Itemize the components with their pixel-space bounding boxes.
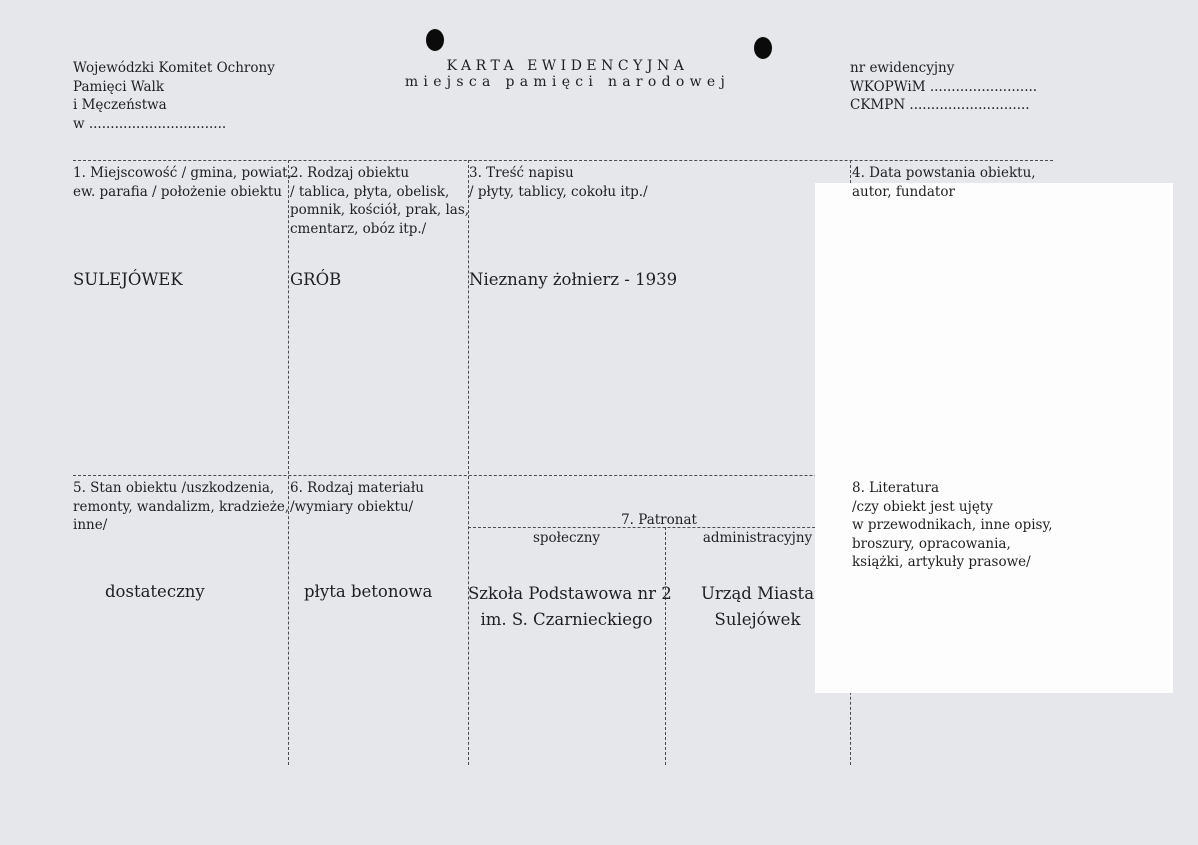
patronat-col-divider bbox=[665, 527, 666, 765]
card-subtitle: miejsca pamięci narodowej bbox=[404, 74, 731, 90]
grid-col-1 bbox=[288, 160, 289, 765]
field-6-label bbox=[290, 479, 424, 516]
field-4-label bbox=[852, 164, 1036, 201]
committee-line: Pamięci Walk bbox=[73, 78, 165, 95]
registry-ckmpn-field: CKMPN ............................ bbox=[850, 97, 1030, 113]
field-8-label-line: broszury, opracowania, bbox=[852, 535, 1011, 552]
field-2-label-line: / tablica, płyta, obelisk, bbox=[290, 183, 450, 200]
field-3-label bbox=[469, 164, 648, 201]
committee-line: Wojewódzki Komitet Ochrony bbox=[73, 60, 275, 76]
committee-line: i Męczeństwa bbox=[73, 97, 167, 113]
field-4-label-line: 4. Data powstania obiektu, bbox=[852, 165, 1036, 181]
field-2-label-line: cmentarz, obóz itp./ bbox=[290, 220, 427, 237]
patronat-admin-label: administracyjny bbox=[702, 530, 813, 546]
patronat-admin-value-line: Sulejówek bbox=[714, 610, 801, 629]
field-3-value: Nieznany żołnierz - 1939 bbox=[469, 270, 678, 289]
field-5-label bbox=[73, 479, 289, 535]
field-5-label-line: remonty, wandalizm, kradzieże, bbox=[73, 498, 290, 515]
field-7-label: 7. Patronat bbox=[621, 512, 697, 528]
field-8-label-line: /czy obiekt jest ujęty bbox=[852, 498, 993, 515]
patronat-social-value-line: Szkoła Podstawowa nr 2 bbox=[468, 584, 672, 603]
field-1-value: SULEJÓWEK bbox=[73, 270, 183, 289]
field-8-label bbox=[852, 479, 1053, 572]
grid-line-top bbox=[73, 160, 1053, 161]
field-4-label-line: autor, fundator bbox=[852, 183, 955, 200]
registry-line: nr ewidencyjny bbox=[850, 60, 955, 76]
patronat-social-label: społeczny bbox=[532, 530, 601, 546]
punch-hole-left bbox=[426, 29, 444, 51]
field-8-label-line: książki, artykuły prasowe/ bbox=[852, 554, 1031, 570]
field-2-label bbox=[290, 164, 469, 238]
field-1-label bbox=[73, 164, 292, 201]
field-3-label-line: / płyty, tablicy, cokołu itp./ bbox=[469, 183, 648, 200]
blank-patch bbox=[815, 183, 1173, 693]
field-8-label-line: w przewodnikach, inne opisy, bbox=[852, 517, 1053, 533]
field-2-value: GRÓB bbox=[290, 270, 342, 289]
grid-col-2 bbox=[468, 160, 469, 765]
field-8-label-line: 8. Literatura bbox=[852, 480, 939, 496]
field-5-label-line: inne/ bbox=[73, 517, 108, 533]
registry-wkopwim-field: WKOPWiM ......................... bbox=[850, 78, 1038, 95]
field-2-label-line: 2. Rodzaj obiektu bbox=[290, 165, 410, 181]
patronat-admin-value bbox=[665, 581, 850, 633]
field-1-label-line: 1. Miejscowość / gmina, powiat, bbox=[73, 165, 292, 181]
field-2-label-line: pomnik, kościół, prak, las, bbox=[290, 202, 470, 218]
punch-hole-right bbox=[754, 37, 772, 59]
field-6-label-line: /wymiary obiektu/ bbox=[290, 498, 414, 515]
field-3-label-line: 3. Treść napisu bbox=[469, 165, 574, 181]
card-title: KARTA EWIDENCYJNA bbox=[446, 58, 689, 74]
field-5-value: dostateczny bbox=[105, 582, 205, 601]
field-6-label-line: 6. Rodzaj materiału bbox=[290, 480, 424, 496]
committee-city-field: w ................................ bbox=[73, 115, 227, 132]
patronat-social-value bbox=[468, 581, 672, 633]
registry-block bbox=[850, 59, 1037, 115]
committee-block bbox=[73, 59, 275, 133]
patronat-admin-value-line: Urząd Miasta bbox=[700, 584, 815, 603]
field-5-label-line: 5. Stan obiektu /uszkodzenia, bbox=[73, 480, 275, 496]
title-block bbox=[400, 58, 735, 90]
field-1-label-line: ew. parafia / położenie obiektu bbox=[73, 183, 282, 200]
patronat-social-value-line: im. S. Czarnieckiego bbox=[480, 610, 653, 629]
field-6-value: płyta betonowa bbox=[304, 582, 433, 601]
